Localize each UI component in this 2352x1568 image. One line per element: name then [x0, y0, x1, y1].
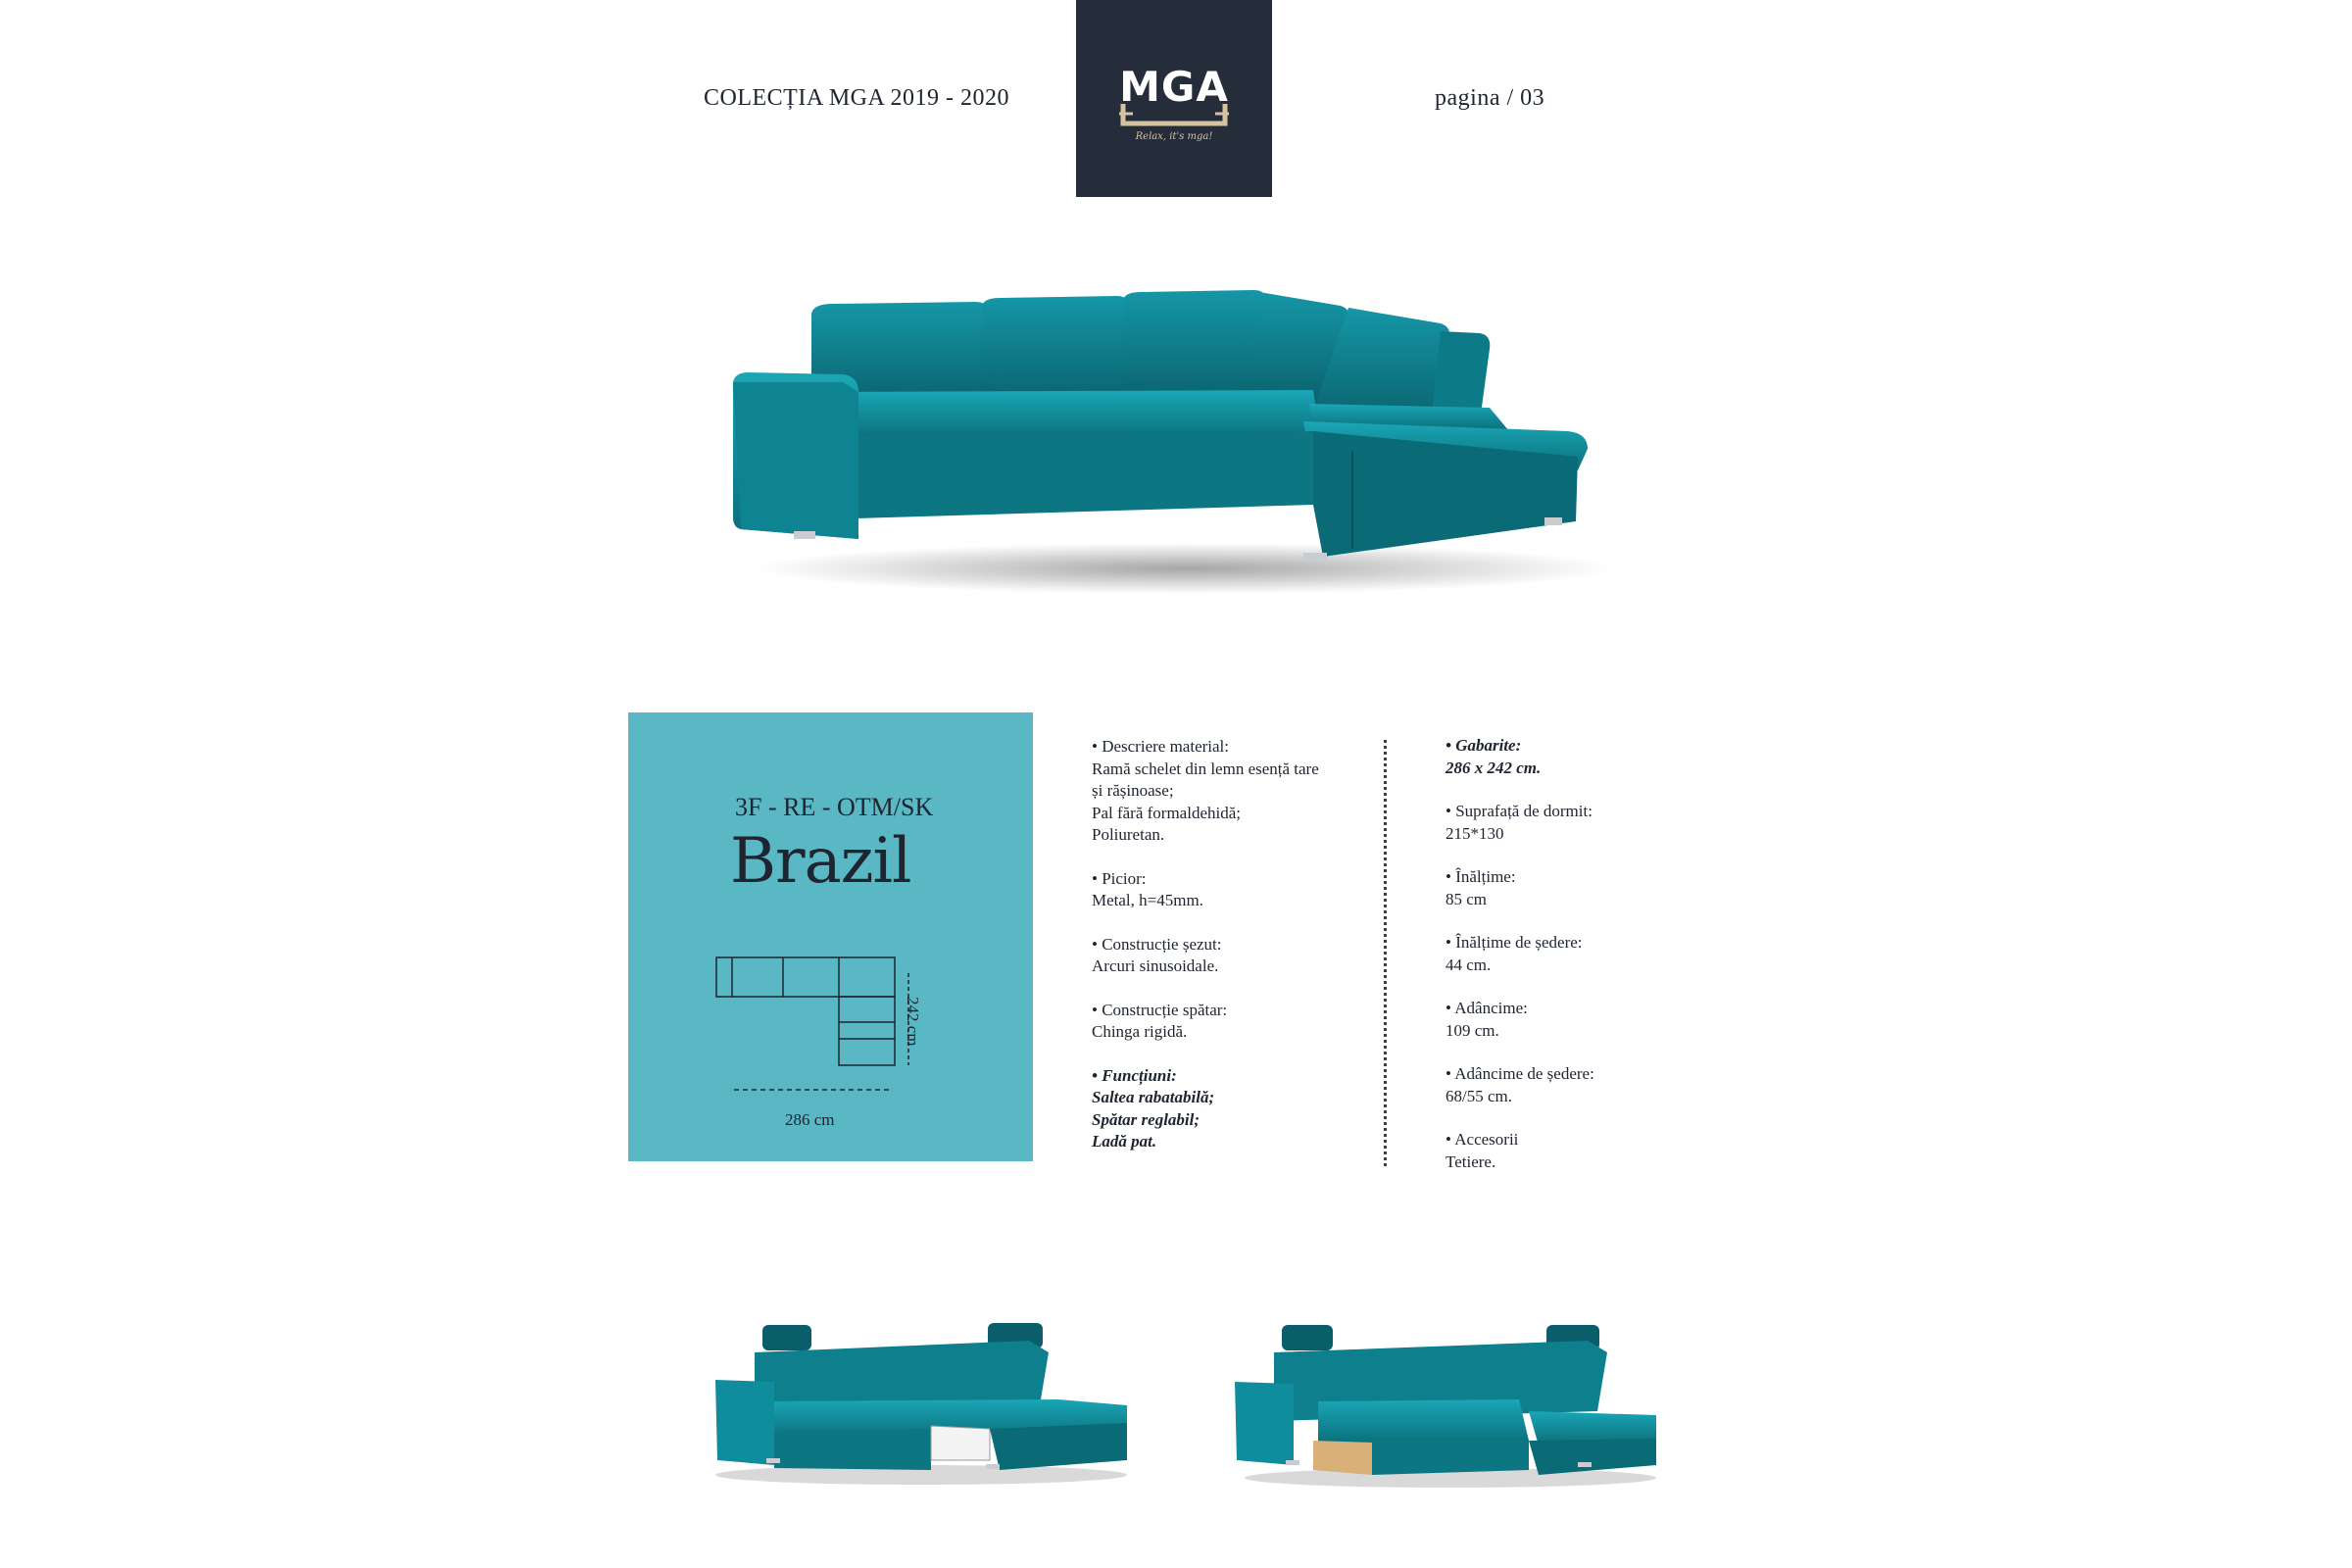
spec-line: 286 x 242 cm. [1446, 758, 1542, 777]
spec-seat-height [1446, 932, 1700, 976]
spec-accessories [1446, 1129, 1700, 1173]
spec-title: • Construcție spătar: [1092, 1000, 1228, 1019]
spec-line: Tetiere. [1446, 1152, 1496, 1171]
spec-line: Ramă schelet din lemn esență tare [1092, 759, 1319, 778]
spec-dimensions [1446, 735, 1700, 779]
logo-tagline: Relax, it's mga! [1135, 131, 1213, 142]
spec-line: Arcuri sinusoidale. [1092, 956, 1219, 975]
spec-line: Metal, h=45mm. [1092, 891, 1203, 909]
main-sofa-image [725, 284, 1646, 598]
spec-line: Poliuretan. [1092, 825, 1165, 844]
spec-seat-depth [1446, 1063, 1700, 1107]
column-divider [1384, 740, 1387, 1166]
floor-plan-diagram [714, 956, 920, 1088]
width-dimension-label: 286 cm [785, 1110, 835, 1129]
width-dimension-line [734, 1087, 891, 1093]
spec-legs [1092, 868, 1366, 912]
spec-line: 85 cm [1446, 889, 1488, 908]
sofa-logo-icon [1119, 102, 1229, 127]
spec-back-construction [1092, 1000, 1366, 1044]
spec-title: • Adâncime: [1446, 999, 1528, 1017]
spec-material [1092, 736, 1366, 847]
brand-logo[interactable] [1076, 0, 1272, 197]
spec-line: 215*130 [1446, 823, 1504, 843]
spec-title: • Descriere material: [1092, 737, 1229, 756]
specs-right-column [1446, 735, 1700, 1173]
spec-line: Saltea rabatabilă; [1092, 1088, 1215, 1106]
spec-line: Chinga rigidă. [1092, 1022, 1188, 1041]
sofa-storage-open-image [696, 1313, 1147, 1490]
spec-title: • Construcție șezut: [1092, 934, 1222, 954]
spec-title: • Înălțime: [1446, 867, 1516, 886]
spec-line: Ladă pat. [1092, 1132, 1157, 1151]
page-number: pagina / 03 [1435, 85, 1545, 111]
spec-line: 44 cm. [1446, 955, 1492, 974]
spec-functions [1092, 1065, 1366, 1153]
product-code: 3F - RE - OTM/SK [735, 793, 934, 821]
spec-title: • Suprafață de dormit: [1446, 802, 1592, 820]
spec-line: 68/55 cm. [1446, 1086, 1512, 1105]
spec-seat-construction [1092, 934, 1366, 978]
spec-line: și rășinoase; [1092, 781, 1174, 800]
spec-title: • Gabarite: [1446, 736, 1522, 755]
spec-line: Pal fără formaldehidă; [1092, 803, 1241, 822]
product-card [628, 712, 1033, 1161]
spec-title: • Picior: [1092, 868, 1147, 888]
spec-line: 109 cm. [1446, 1020, 1499, 1040]
sofa-bed-open-image [1225, 1313, 1676, 1490]
depth-dimension-label: 242 cm [904, 997, 922, 1047]
spec-sleeping-area [1446, 801, 1700, 845]
product-name: Brazil [730, 825, 911, 898]
spec-title: • Înălțime de ședere: [1446, 933, 1583, 952]
spec-line: Spătar reglabil; [1092, 1109, 1200, 1129]
collection-title: COLECȚIA MGA 2019 - 2020 [704, 85, 1009, 111]
spec-depth [1446, 998, 1700, 1042]
spec-title: • Accesorii [1446, 1130, 1519, 1149]
spec-title: • Adâncime de ședere: [1446, 1064, 1594, 1083]
specs-left-column [1092, 736, 1366, 1153]
spec-title: • Funcțiuni: [1092, 1065, 1177, 1085]
spec-height [1446, 866, 1700, 910]
logo-text: MGA [1119, 63, 1229, 111]
